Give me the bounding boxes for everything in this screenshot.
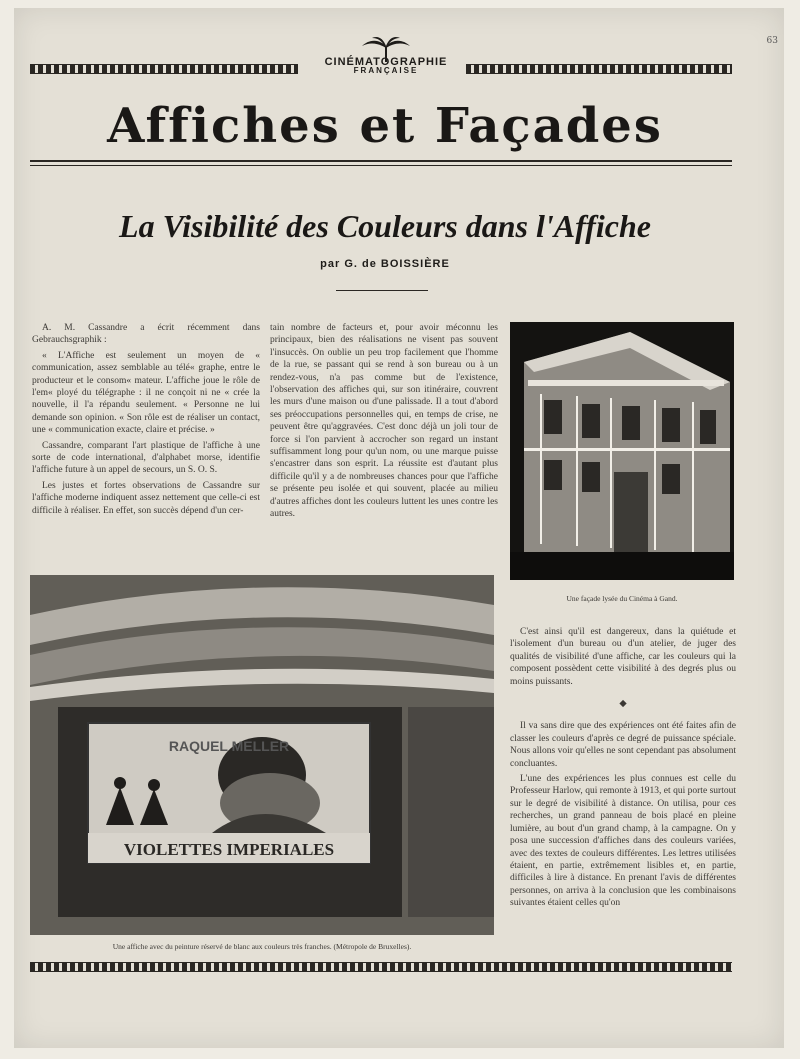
paragraph: Il va sans dire que des expériences ont été faites afin de classer les couleurs d'après ce degré de puissance spéciale. Nous allons voir qu'elles ne sont cependant pas absolument concluantes. — [510, 721, 736, 769]
poster-caption: Une affiche avec du peinture réservé de blanc aux couleurs très franches. (Métropole de Bruxelles). — [112, 942, 412, 951]
poster-text-bottom: VIOLETTES IMPERIALES — [123, 840, 335, 859]
page-number: 63 — [766, 36, 778, 46]
paragraph: tain nombre de facteurs et, pour avoir méconnu les principaux, bien des réalisations ne visent pas souvent l'insuccès. On oublie un peu trop facilement que l'homme de la rue, se passant qui se rend à son bureau ou à un rendez-vous, n'a pas comme but de l'existence, l'observation des affiches qui, sur son itinéraire, couvrent les murs d'une maison ou d'une palissade. Il a tout d'abord ses préoccupations personnelles qui, en temps de crise, ne peuvent être qu'aggravées. C'est donc déjà un joli tour de force si l'on parvient à accrocher son regard un instant suffisamment long pour qu'un nom, ou une marque puisse s'encastrer dans son esprit. La réussite est d'autant plus difficile qu'il y a de nombreuses chances pour que l'affiche se présente peu isolée et qui souvent, placée au milieu d'autres affiches dont les couleurs luttent les unes contre les autres. — [270, 323, 498, 520]
paragraph: L'une des expériences les plus connues est celle du Professeur Harlow, qui remonte à 1913, et qui porte surtout sur le degré de visibilité à distance. On utilisa, pour ces recherches, un grand panneau de bois placé en pleine lumière, au bout d'un grand champ, à la campagne. On y posa une succession d'affiches dans des couleurs variées, avec des textes de couleurs différentes. Les lettres utilisées étaient, en partie, extrêmement lisibles et, en partie, difficiles à lire à distance. En prenant l'avis de différentes personnes, on arriva à la conclusion que les combinaisons suivantes étaient celles qu'on — [510, 774, 736, 909]
logo-line-2: FRANÇAISE — [353, 66, 419, 75]
paragraph: Cassandre, comparant l'art plastique de l'affiche à une sorte de code international, d'alphabet morse, identifie l'affiche future à un appel de secours, un S. O. S. — [32, 440, 260, 476]
page-title: Affiches et Façades — [107, 98, 663, 154]
facade-photo — [510, 322, 734, 580]
facade-illustration — [510, 322, 734, 580]
ornamental-band-left — [30, 64, 298, 74]
title-rule-thin — [30, 165, 732, 166]
ornamental-band-bottom — [30, 962, 732, 972]
byline-divider — [336, 290, 428, 291]
paragraph: A. M. Cassandre a écrit récemment dans Gebrauchsgraphik : — [32, 323, 260, 346]
poster-photo — [30, 575, 494, 935]
masthead-logo — [316, 56, 456, 75]
text-column-left — [32, 322, 260, 562]
poster-illustration — [30, 575, 494, 935]
text-column-right — [510, 626, 736, 956]
poster-text-top: RAQUEL MELLER — [168, 738, 290, 754]
paragraph: Les justes et fortes observations de Cassandre sur l'affiche moderne indiquent assez nettement que celle-ci est difficile à réaliser. En effet, son succès dépend d'un cer- — [32, 480, 260, 516]
paragraph: C'est ainsi qu'il est dangereux, dans la quiétude et l'isolement d'un bureau ou d'un atelier, de juger des qualités de visibilité d'une affiche, car les couleurs qui la composent possèdent cette visibilité à des degrés plus ou moins puissants. — [510, 627, 736, 687]
section-separator: ◆ — [619, 699, 627, 710]
facade-caption: Une façade lysée du Cinéma à Gand. — [566, 594, 678, 603]
title-rule-thick — [30, 160, 732, 162]
ornamental-band-right — [466, 64, 732, 74]
article-subtitle: La Visibilité des Couleurs dans l'Affiche — [119, 208, 651, 244]
logo-line-1: CINÉMATOGRAPHIE — [324, 56, 448, 68]
text-column-middle — [270, 322, 498, 562]
article-byline: par G. de BOISSIÈRE — [320, 258, 450, 270]
paragraph: « L'Affiche est seulement un moyen de « communication, assez semblable au télé« graphe, entre le producteur et le consom« mateur. L'affiche joue le rôle de l'em« ployé du télégraphe : il ne conçoit ni ne « crée la nouvelle, il l'a répandu seulement. « Personne ne lui demande son opinion. « Son rôle est de réaliser un contact, une « communication exacte, claire et précise. » — [32, 350, 260, 436]
